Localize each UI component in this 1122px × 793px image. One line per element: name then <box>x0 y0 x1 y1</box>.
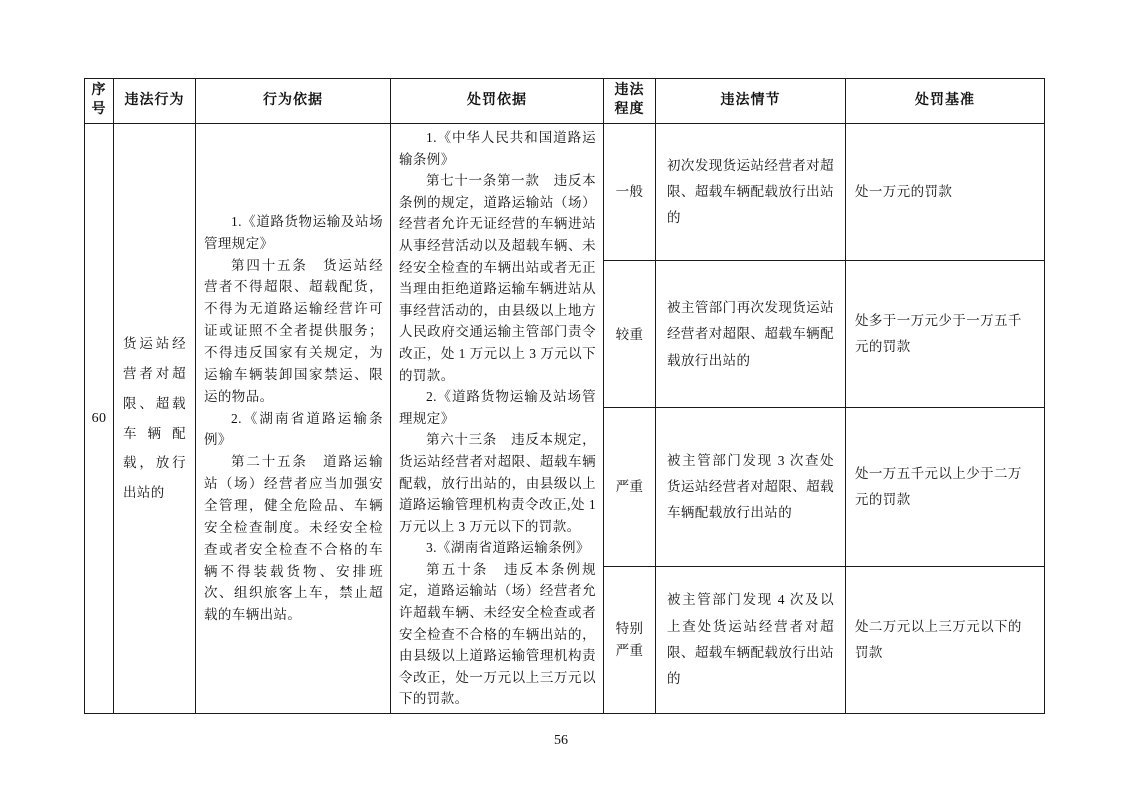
penalty-standard-cell: 处多于一万元少于一万五千元的罚款 <box>846 261 1045 408</box>
legal-paragraph: 第六十三条 违反本规定，货运站经营者对超限、超载车辆配载，放行出站的，由县级以上道路运输管理机构责令改正,处 1 万元以上 3 万元以下的罚款。 <box>399 432 596 534</box>
col-header-circumstance: 违法情节 <box>656 79 846 124</box>
col-header-penalty-standard: 处罚基准 <box>846 79 1045 124</box>
seq-number-cell: 60 <box>85 124 114 714</box>
col-header-seq: 序号 <box>85 79 114 124</box>
penalty-standard-cell: 处一万五千元以上少于二万元的罚款 <box>846 408 1045 566</box>
penalty-standards-table <box>84 78 1045 714</box>
violation-behavior-cell: 货运站经营者对超限、超载车辆配载，放行出站的 <box>114 124 196 714</box>
table-row <box>85 124 1045 261</box>
col-header-penalty-basis: 处罚依据 <box>391 79 604 124</box>
penalty-basis-cell <box>391 124 604 714</box>
legal-paragraph: 1.《中华人民共和国道路运输条例》 <box>399 130 596 167</box>
degree-cell: 特别严重 <box>604 566 656 713</box>
legal-paragraph: 2.《湖南省道路运输条例》 <box>204 410 383 448</box>
col-header-behavior-basis: 行为依据 <box>196 79 391 124</box>
degree-cell: 较重 <box>604 261 656 408</box>
legal-paragraph: 1.《道路货物运输及站场管理规定》 <box>204 213 383 251</box>
behavior-basis-cell <box>196 124 391 714</box>
page-number: 56 <box>554 733 568 748</box>
circumstance-cell: 初次发现货运站经营者对超限、超载车辆配载放行出站的 <box>656 124 846 261</box>
table-header-row <box>85 79 1045 124</box>
degree-cell: 严重 <box>604 408 656 566</box>
legal-paragraph: 第四十五条 货运站经营者不得超限、超载配货，不得为无道路运输经营许可证或证照不全者提供服务；不得违反国家有关规定，为运输车辆装卸国家禁运、限运的物品。 <box>204 257 383 404</box>
degree-cell: 一般 <box>604 124 656 261</box>
circumstance-cell: 被主管部门发现 3 次查处货运站经营者对超限、超载车辆配载放行出站的 <box>656 408 846 566</box>
circumstance-cell: 被主管部门发现 4 次及以上查处货运站经营者对超限、超载车辆配载放行出站的 <box>656 566 846 713</box>
legal-paragraph: 3.《湖南省道路运输条例》 <box>426 540 590 556</box>
legal-paragraph: 第五十条 违反本条例规定，道路运输站（场）经营者允许超载车辆、未经安全检查或者安全检查不合格的车辆出站的，由县级以上道路运输管理机构责令改正，处一万元以上三万元以下的罚款。 <box>399 561 596 707</box>
legal-paragraph: 2.《道路货物运输及站场管理规定》 <box>399 389 596 426</box>
legal-paragraph: 第二十五条 道路运输站（场）经营者应当加强安全管理，健全危险品、车辆安全检查制度。未经安全检查或者安全检查不合格的车辆不得装载货物、安排班次、组织旅客上车，禁止超载的车辆出站。 <box>204 454 383 623</box>
penalty-standard-cell: 处一万元的罚款 <box>846 124 1045 261</box>
col-header-degree: 违法程度 <box>604 79 656 124</box>
penalty-standard-cell: 处二万元以上三万元以下的罚款 <box>846 566 1045 713</box>
circumstance-cell: 被主管部门再次发现货运站经营者对超限、超载车辆配载放行出站的 <box>656 261 846 408</box>
legal-paragraph: 第七十一条第一款 违反本条例的规定，道路运输站（场）经营者允许无证经营的车辆进站从事经营活动以及超载车辆、未经安全检查的车辆出站或者无正当理由拒绝道路运输车辆进站从事经营活动的，由县级以上地方人民政府交通运输主管部门责令改正，处 1 万元以上 3 万元以下的罚款。 <box>399 173 596 383</box>
col-header-violation: 违法行为 <box>114 79 196 124</box>
